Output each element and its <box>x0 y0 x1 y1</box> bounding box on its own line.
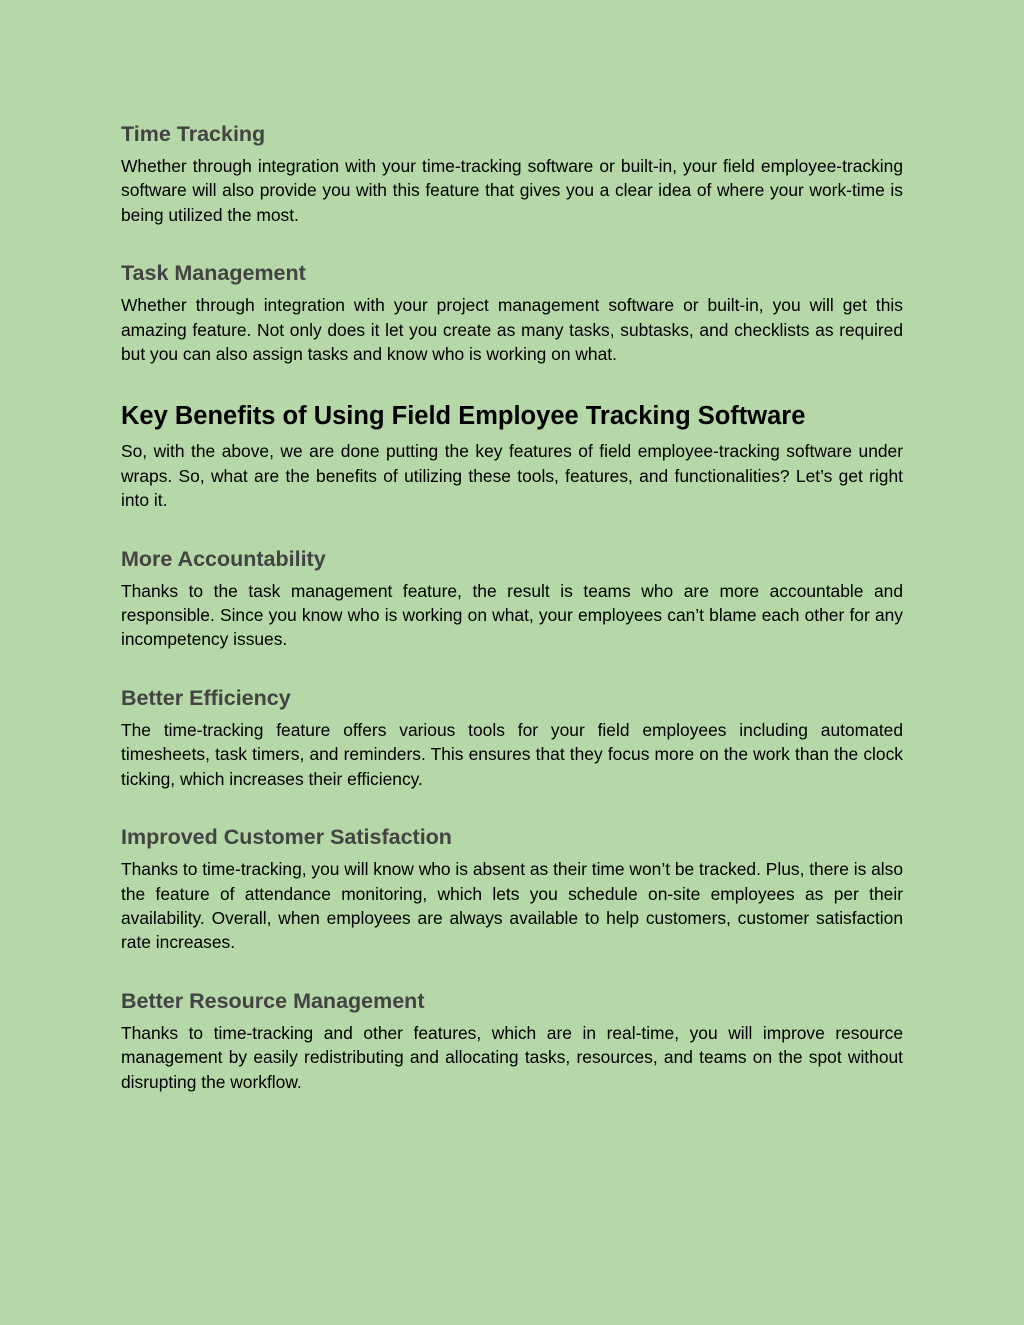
section-better-efficiency <box>121 683 903 791</box>
spacer <box>121 513 903 544</box>
benefit-paragraph: Thanks to the task management feature, the result is teams who are more accountable and responsible. Since you know who is working on what, your employees can’t blame each other for any incompetency issues. <box>121 580 903 650</box>
spacer <box>121 366 903 399</box>
benefit-heading: Better Resource Management <box>121 988 425 1013</box>
section-paragraph: Whether through integration with your time-tracking software or built-in, your field employee-tracking software will also provide you with this feature that gives you a clear idea of where your work-time is being utilized the most. <box>121 156 903 225</box>
benefit-paragraph: Thanks to time-tracking and other features, which are in real-time, you will improve resource management by easily redistributing and allocating tasks, resources, and teams on the spot without disrupting the workflow. <box>121 1022 903 1092</box>
benefit-paragraph: Thanks to time-tracking, you will know who is absent as their time won’t be tracked. Plus, there is also the feature of attendance monitoring, which lets you schedule on-site employees as per their availability. Overall, when employees are always available to help customers, customer satisfaction rate increases. <box>121 859 903 953</box>
section-improved-customer-satisfaction <box>121 822 903 955</box>
section-task-management <box>121 258 903 366</box>
key-benefits-intro: So, with the above, we are done putting the key features of field employee-tracking software under wraps. So, what are the benefits of utilizing these tools, features, and functionalities? Let’s get right into it. <box>121 441 903 511</box>
section-more-accountability <box>121 544 903 652</box>
benefit-heading: More Accountability <box>121 546 326 571</box>
key-benefits-heading: Key Benefits of Using Field Employee Tracking Software <box>121 402 806 431</box>
benefit-heading: Improved Customer Satisfaction <box>121 825 452 850</box>
section-heading: Task Management <box>121 261 306 286</box>
benefit-paragraph: The time-tracking feature offers various tools for your field employees including automated timesheets, task timers, and reminders. This ensures that they focus more on the work than the clock ticking, which increases their efficiency. <box>121 719 903 789</box>
spacer <box>121 227 903 258</box>
section-better-resource-management <box>121 986 903 1094</box>
section-time-tracking <box>121 119 903 227</box>
section-heading: Time Tracking <box>121 122 266 146</box>
spacer <box>121 791 903 822</box>
benefit-heading: Better Efficiency <box>121 685 291 710</box>
section-key-benefits <box>121 399 903 512</box>
section-paragraph: Whether through integration with your project management software or built-in, you will get this amazing feature. Not only does it let you create as many tasks, subtasks, and checklists as required but you can also assign tasks and know who is working on what. <box>121 295 903 365</box>
spacer <box>121 955 903 986</box>
spacer <box>121 652 903 683</box>
